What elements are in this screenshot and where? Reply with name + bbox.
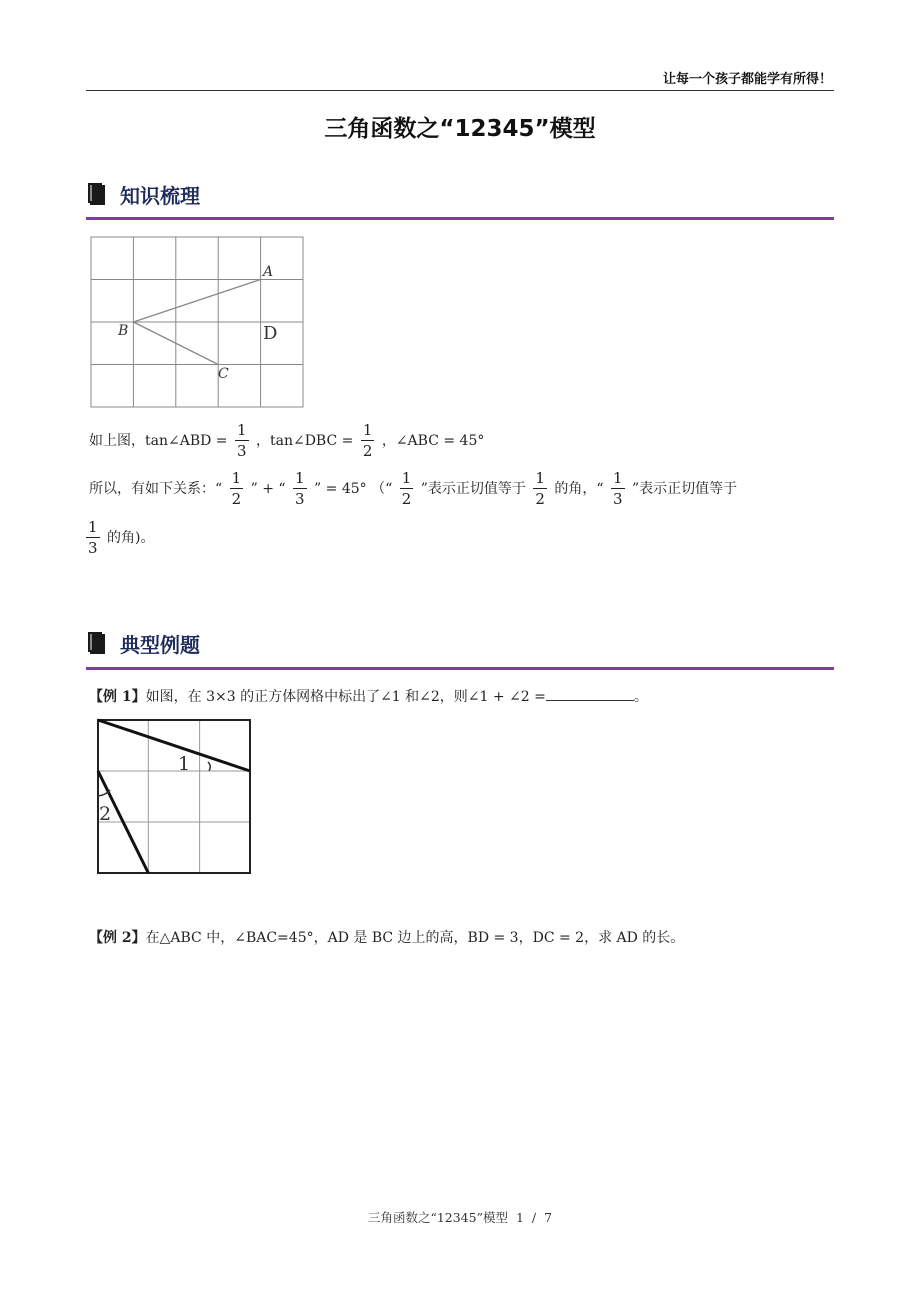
header-divider — [86, 90, 834, 91]
knowledge-line-2 — [89, 469, 737, 509]
line2-prefix: 所以，有如下关系：“ — [89, 481, 223, 497]
fraction-denominator: 3 — [295, 490, 305, 508]
footer-page-number: 1 — [515, 1210, 524, 1225]
section-knowledge-header — [88, 180, 836, 220]
fraction-one-third — [235, 421, 249, 461]
knowledge-line-3 — [86, 518, 154, 558]
fraction-one-third — [86, 518, 100, 558]
fraction-numerator: 1 — [362, 421, 373, 439]
fraction-numerator: 1 — [535, 469, 545, 487]
fraction-denominator: 3 — [88, 539, 98, 557]
example-2-tag: 【例 2】 — [89, 930, 146, 946]
line2-equals: ” = 45° （“ — [314, 481, 393, 497]
example-1-text: 如图，在 3×3 的正方体网格中标出了∠1 和∠2，则∠1 + ∠2 = — [145, 689, 546, 705]
section-knowledge-rule — [86, 217, 834, 220]
fraction-numerator: 1 — [88, 518, 98, 536]
fraction-denominator: 2 — [231, 490, 242, 508]
grid-border — [98, 720, 250, 873]
page-footer — [0, 1208, 920, 1226]
example-2-question — [89, 927, 684, 947]
grid-lines — [98, 720, 250, 873]
grid-lines — [91, 237, 303, 407]
knowledge-line-1 — [89, 421, 484, 461]
fraction-one-half — [400, 469, 414, 509]
fraction-denominator: 2 — [535, 490, 545, 508]
example-2-text: 在△ABC 中，∠BAC=45°，AD 是 BC 边上的高，BD = 3，DC = 2，求 AD 的长。 — [145, 930, 685, 946]
label-c: C — [218, 366, 229, 382]
fraction-denominator: 3 — [236, 442, 247, 460]
fraction-denominator: 3 — [612, 490, 623, 508]
fraction-one-third — [611, 469, 625, 509]
header-slogan: 让每一个孩子都能学有所得！ — [662, 72, 832, 87]
answer-blank[interactable] — [546, 688, 634, 701]
fraction-one-half — [361, 421, 375, 461]
section-knowledge-title: 知识梳理 — [120, 184, 200, 208]
diagonal-line-1 — [98, 720, 250, 771]
line3-suffix: 的角)。 — [107, 530, 155, 546]
fraction-numerator: 1 — [612, 469, 623, 487]
angle-2-label: 2 — [99, 803, 112, 825]
label-a: A — [263, 264, 274, 280]
fraction-one-half — [533, 469, 547, 509]
section-examples-rule — [86, 667, 834, 670]
footer-total-pages: 7 — [544, 1210, 553, 1225]
example-1-end: 。 — [633, 689, 648, 705]
fraction-numerator: 1 — [236, 421, 247, 439]
book-icon — [88, 632, 106, 654]
grid-figure-abcd — [88, 234, 308, 412]
fraction-numerator: 1 — [231, 469, 242, 487]
example-1-tag: 【例 1】 — [89, 689, 146, 705]
book-icon — [88, 183, 106, 205]
footer-separator: / — [531, 1210, 537, 1225]
label-b: B — [118, 323, 129, 339]
example-1-question — [89, 686, 648, 706]
line1-prefix: 如上图，tan∠ABD = — [89, 433, 228, 449]
section-examples-header — [88, 629, 836, 669]
line1-mid: ，tan∠DBC = — [255, 433, 354, 449]
fraction-denominator: 2 — [401, 490, 412, 508]
line2-desc3: ”表示正切值等于 — [631, 481, 738, 497]
grid-figure-example-1 — [94, 716, 256, 878]
line2-desc1: ”表示正切值等于 — [420, 481, 526, 497]
angle-1-label: 1 — [178, 753, 191, 775]
label-d: D — [263, 323, 278, 344]
fraction-one-third — [293, 469, 307, 509]
fraction-denominator: 2 — [362, 442, 373, 460]
line2-desc2: 的角，“ — [554, 481, 604, 497]
fraction-one-half — [230, 469, 244, 509]
segment-ba — [133, 280, 260, 323]
line2-plus: ” + “ — [250, 481, 286, 497]
fraction-numerator: 1 — [401, 469, 412, 487]
line1-suffix: ，∠ABC = 45° — [381, 433, 485, 449]
angle-1-arc — [208, 762, 210, 771]
section-examples-title: 典型例题 — [120, 633, 200, 657]
footer-doc-name: 三角函数之“12345”模型 — [367, 1210, 508, 1225]
page-title: 三角函数之“12345”模型 — [324, 116, 596, 142]
fraction-numerator: 1 — [295, 469, 305, 487]
